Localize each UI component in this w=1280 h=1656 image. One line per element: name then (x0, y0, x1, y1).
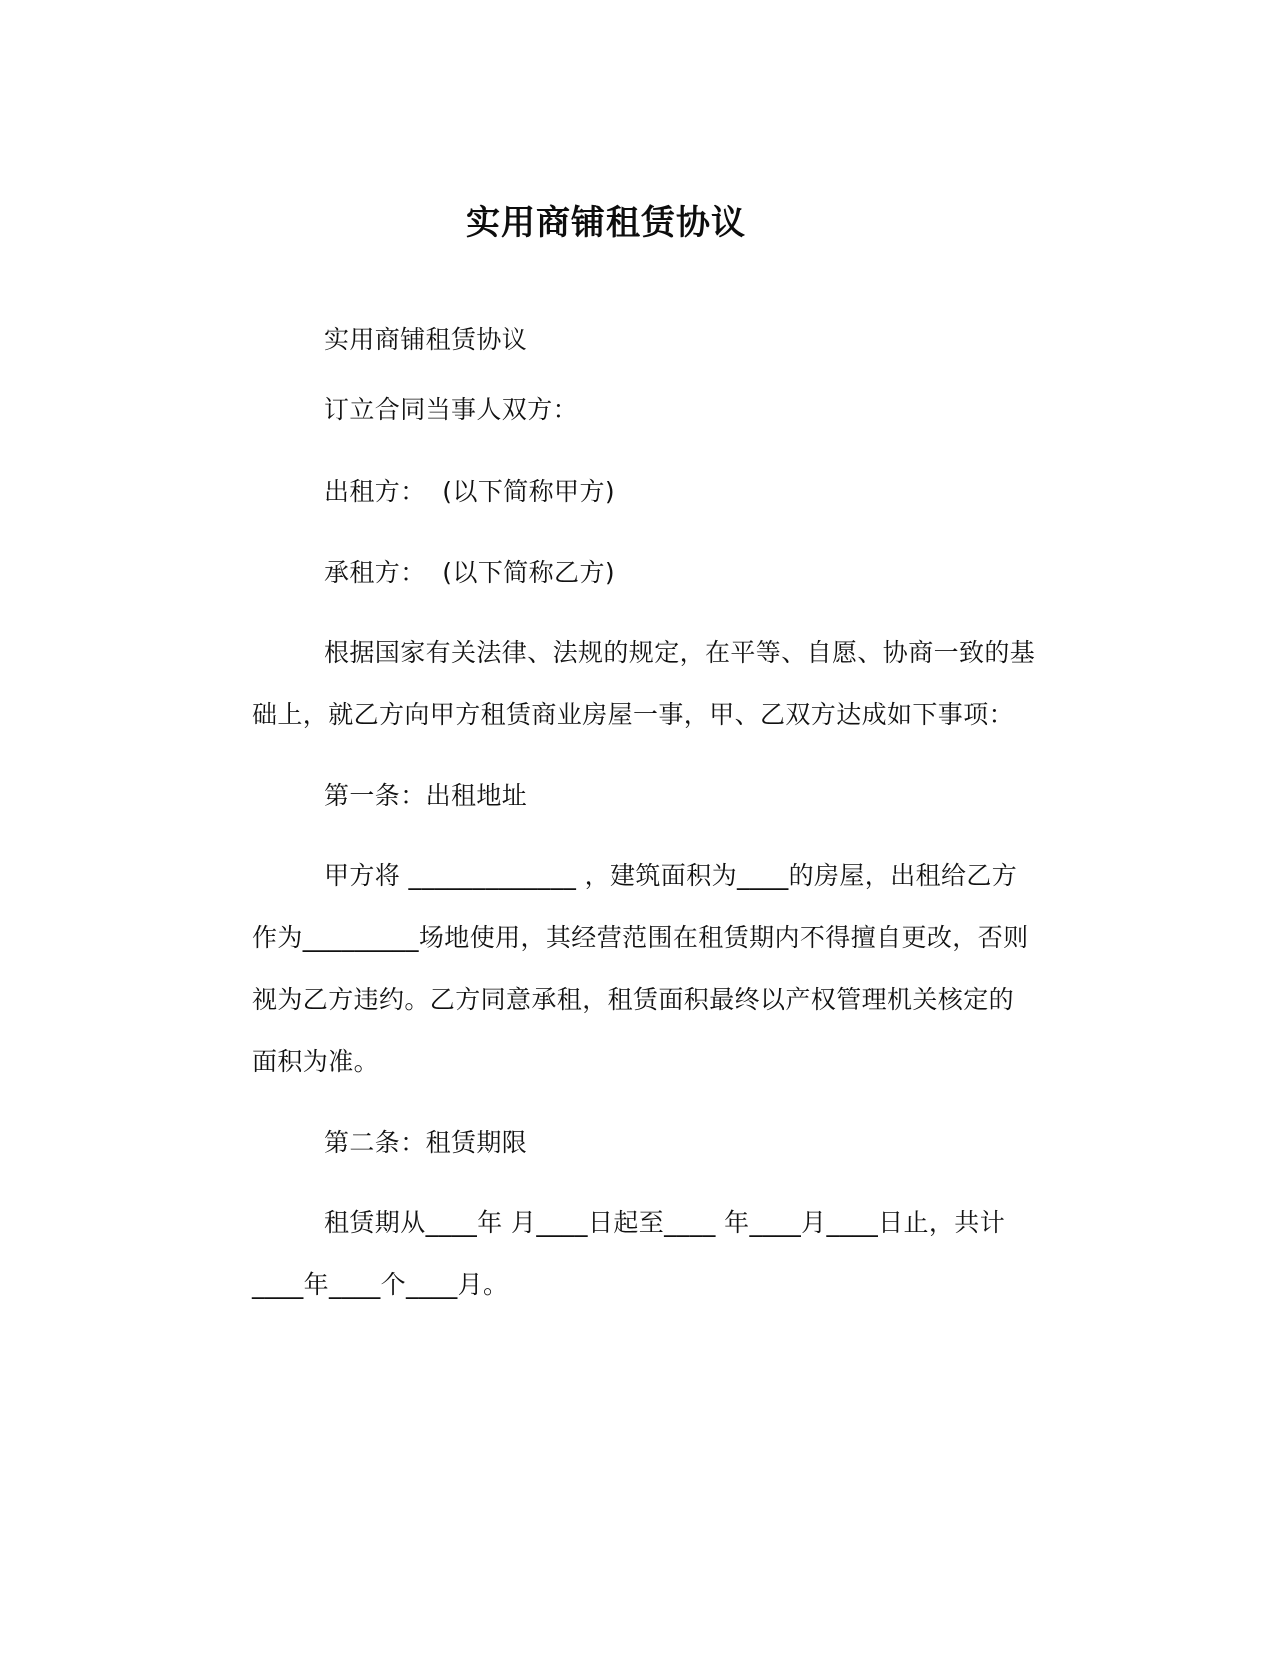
paragraph-article-1-body (180, 845, 1032, 1093)
text-line: 租赁期从____年 月____日起至____ 年____月____日止，共计 (324, 1208, 1006, 1237)
paragraph-parties-intro (180, 379, 1032, 441)
paragraph-subtitle (180, 309, 1032, 371)
document-title: 实用商铺租赁协议 (466, 202, 746, 243)
paragraph-article-2-heading (180, 1112, 1032, 1174)
paragraph-lessor (180, 461, 1032, 523)
paragraph-preamble (180, 622, 1036, 746)
text-line: ____年____个____月。 (252, 1270, 509, 1299)
text-line: 础上，就乙方向甲方租赁商业房屋一事，甲、乙双方达成如下事项： (252, 700, 1015, 729)
text-line: 面积为准。 (252, 1047, 380, 1076)
text-line: 甲方将 _____________ ，建筑面积为____的房屋，出租给乙方 (324, 861, 1018, 890)
text-line: 出租方： (以下简称甲方) (324, 477, 616, 506)
paragraph-article-2-body (180, 1192, 1032, 1316)
text-line: 第一条：出租地址 (324, 781, 528, 810)
text-line: 订立合同当事人双方： (324, 395, 579, 424)
text-line: 第二条：租赁期限 (324, 1128, 528, 1157)
paragraph-article-1-heading (180, 765, 1032, 827)
text-line: 根据国家有关法律、法规的规定，在平等、自愿、协商一致的基 (324, 638, 1036, 667)
text-line: 作为_________场地使用，其经营范围在租赁期内不得擅自更改，否则 (252, 923, 1029, 952)
text-line: 视为乙方违约。乙方同意承租，租赁面积最终以产权管理机关核定的 (252, 985, 1015, 1014)
text-line: 实用商铺租赁协议 (324, 325, 528, 354)
text-line: 承租方： (以下简称乙方) (324, 558, 616, 587)
paragraph-lessee (180, 542, 1032, 604)
